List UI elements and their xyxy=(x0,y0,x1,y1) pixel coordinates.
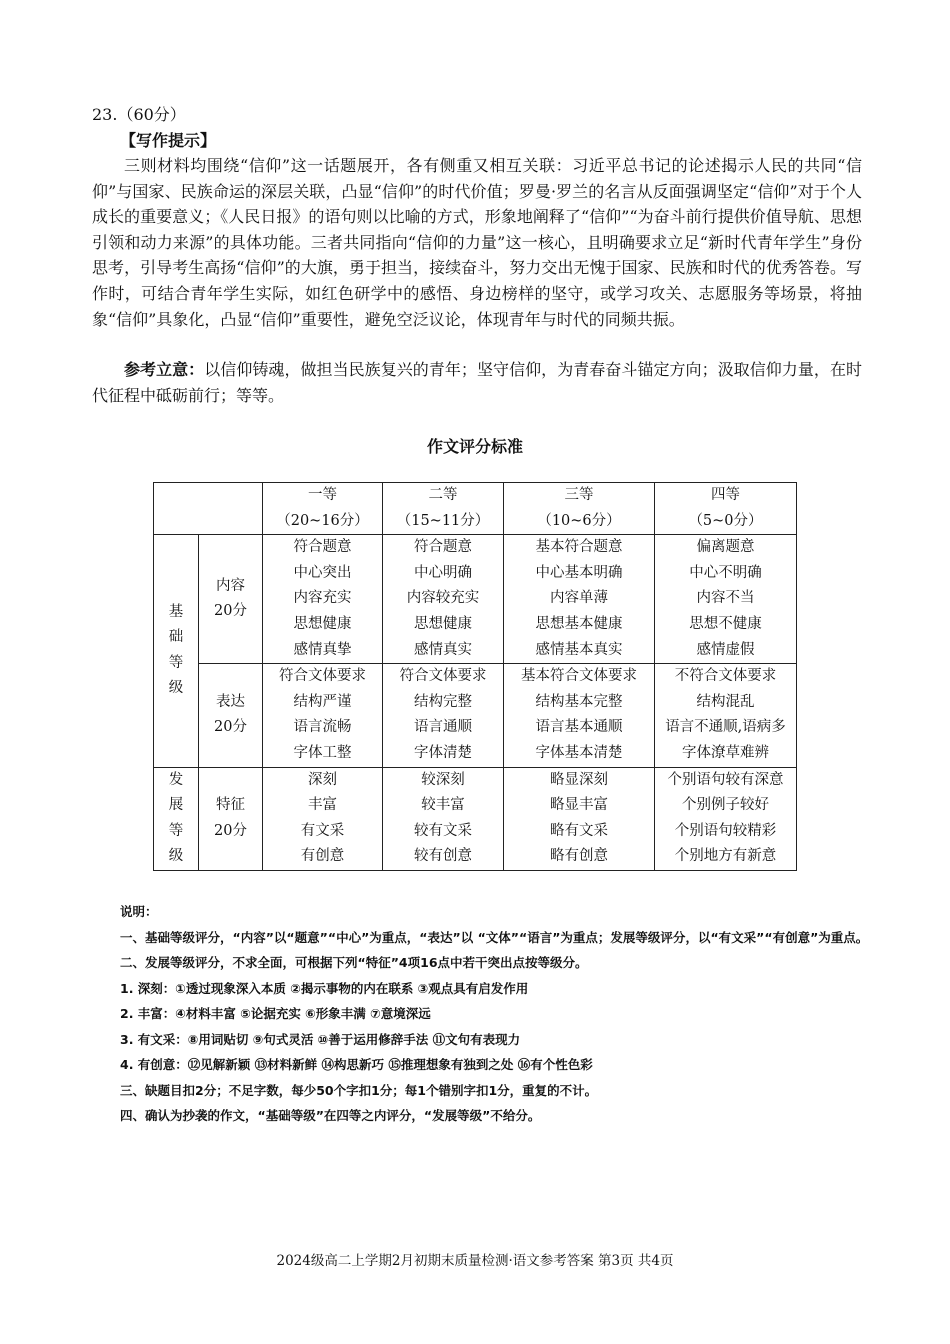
table-row xyxy=(154,664,797,767)
note-line: 四、确认为抄袭的作文，“基础等级”在四等之内评分，“发展等级”不给分。 xyxy=(120,1108,541,1123)
note-line: 二、发展等级评分，不求全面，可根据下列“特征”4项16点中若干突出点按等级分。 xyxy=(120,955,588,970)
cell-line: 个别地方有新意 xyxy=(674,848,777,865)
table-row xyxy=(154,767,797,870)
cell-line: 中心不明确 xyxy=(689,564,762,581)
criterion-label xyxy=(199,767,263,870)
cell-line: 语言不通顺,语病多 xyxy=(665,719,786,736)
cell-line: 不符合文体要求 xyxy=(674,668,777,685)
cell-line: 基本符合文体要求 xyxy=(521,668,637,685)
cell-line: 20分 xyxy=(214,822,247,839)
cell-line: 结构基本完整 xyxy=(535,693,623,710)
cell-line: 思想健康 xyxy=(414,615,472,632)
criteria-cell xyxy=(655,664,797,767)
cell-line: 一等 xyxy=(308,487,337,503)
hint-title: 【写作提示】 xyxy=(120,131,217,150)
cell-line: 20分 xyxy=(214,603,247,620)
empty-corner-cell xyxy=(154,483,263,535)
scoring-table xyxy=(153,482,797,871)
cell-line: 字体工整 xyxy=(293,744,352,761)
cell-line: 结构完整 xyxy=(414,693,472,710)
cell-line: 基 xyxy=(168,603,184,620)
cell-line: 感情基本真实 xyxy=(535,641,623,658)
cell-line: 等 xyxy=(168,822,184,839)
cell-line: 内容充实 xyxy=(293,590,352,607)
cell-line: 个别语句较精彩 xyxy=(674,822,777,839)
cell-line: 丰富 xyxy=(308,797,337,814)
cell-line: 中心突出 xyxy=(293,564,352,581)
cell-line: 思想不健康 xyxy=(689,615,762,632)
criteria-cell xyxy=(263,535,383,664)
cell-line: 语言流畅 xyxy=(293,719,352,736)
grade-header xyxy=(263,483,383,535)
cell-line: （5~0分） xyxy=(688,512,763,529)
cell-line: 思想基本健康 xyxy=(535,615,623,632)
cell-line: 符合文体要求 xyxy=(279,668,366,685)
cell-line: 略显深刻 xyxy=(550,771,608,788)
cell-line: 展 xyxy=(168,797,184,814)
cell-line: 结构严谨 xyxy=(293,693,352,710)
cell-line: 中心明确 xyxy=(414,564,472,581)
grade-header xyxy=(383,483,504,535)
cell-line: 个别语句较有深意 xyxy=(667,771,784,788)
cell-line: 较有创意 xyxy=(414,848,472,865)
criteria-cell xyxy=(504,664,655,767)
cell-line: 三等 xyxy=(564,487,594,503)
criteria-cell xyxy=(383,664,504,767)
cell-line: 符合题意 xyxy=(414,539,472,556)
header-row xyxy=(154,483,797,535)
cell-line: 发 xyxy=(168,771,184,788)
cell-line: 字体清楚 xyxy=(414,744,472,761)
cell-line: 感情真挚 xyxy=(293,641,352,658)
note-line: 1. 深刻：①透过现象深入本质 ②揭示事物的内在联系 ③观点具有启发作用 xyxy=(120,980,529,996)
cell-line: 语言通顺 xyxy=(414,719,472,736)
grade-header xyxy=(504,483,655,535)
cell-line: 感情真实 xyxy=(414,641,472,658)
reference-theme-paragraph xyxy=(92,357,862,408)
question-number: 23.（60分） xyxy=(92,105,186,124)
cell-line: 20分 xyxy=(214,719,247,736)
reference-theme-text: 以信仰铸魂，做担当民族复兴的青年；坚守信仰，为青春奋斗锚定方向；汲取信仰力量，在时代征程中砥砺前行；等等。 xyxy=(92,360,862,405)
criteria-cell xyxy=(263,664,383,767)
table-row xyxy=(154,535,797,664)
criteria-cell xyxy=(383,535,504,664)
criteria-cell xyxy=(655,535,797,664)
cell-line: 有文采 xyxy=(300,822,345,839)
criteria-cell xyxy=(504,535,655,664)
cell-line: 语言基本通顺 xyxy=(535,719,623,736)
cell-line: 二等 xyxy=(428,487,458,503)
cell-line: 符合题意 xyxy=(293,539,352,556)
cell-line: （20~16分） xyxy=(276,512,369,529)
cell-line: 特征 xyxy=(216,797,245,814)
criteria-cell xyxy=(383,767,504,870)
cell-line: 内容 xyxy=(216,577,245,594)
cell-line: 略有文采 xyxy=(550,822,608,839)
cell-line: 结构混乱 xyxy=(696,693,755,710)
cell-line: 内容不当 xyxy=(696,590,755,607)
cell-line: 级 xyxy=(168,680,184,697)
reference-theme-label: 参考立意： xyxy=(124,360,205,379)
basic-level-label xyxy=(154,535,199,767)
criteria-cell xyxy=(504,767,655,870)
cell-line: 字体潦草难辨 xyxy=(682,744,769,761)
cell-line: 中心基本明确 xyxy=(535,564,623,581)
criterion-label xyxy=(199,664,263,767)
note-line: 4. 有创意：⑫见解新颖 ⑬材料新鲜 ⑭构思新巧 ⑮推理想象有独到之处 ⑯有个性色彩 xyxy=(120,1057,593,1072)
cell-line: 深刻 xyxy=(308,771,337,788)
cell-line: 四等 xyxy=(711,487,740,503)
cell-line: 基本符合题意 xyxy=(535,539,623,556)
criteria-cell xyxy=(263,767,383,870)
page-footer: 2024级高二上学期2月初期末质量检测·语文参考答案 第3页 共4页 xyxy=(276,1253,674,1269)
cell-line: 较有文采 xyxy=(414,822,472,839)
criterion-label xyxy=(199,535,263,664)
cell-line: 级 xyxy=(168,848,184,865)
cell-line: 较深刻 xyxy=(421,771,465,788)
cell-line: （15~11分） xyxy=(396,512,490,529)
development-level-label xyxy=(154,767,199,870)
note-line: 一、基础等级评分，“内容”以“题意”“中心”为重点，“表达”以 “文体”“语言”为重点；发展等级评分，以“有文采”“有创意”为重点。 xyxy=(120,929,869,945)
note-line: 说明： xyxy=(120,904,158,919)
cell-line: 表达 xyxy=(216,693,245,710)
cell-line: 内容较充实 xyxy=(406,590,480,607)
cell-line: 略显丰富 xyxy=(550,797,608,814)
cell-line: 较丰富 xyxy=(421,797,465,814)
cell-line: 字体基本清楚 xyxy=(535,744,623,761)
table-title: 作文评分标准 xyxy=(426,437,523,456)
cell-line: 思想健康 xyxy=(293,615,352,632)
cell-line: 有创意 xyxy=(300,848,345,865)
criteria-cell xyxy=(655,767,797,870)
cell-line: 感情虚假 xyxy=(696,641,755,658)
cell-line: 略有创意 xyxy=(550,848,608,865)
cell-line: 符合文体要求 xyxy=(399,668,487,685)
note-line: 3. 有文采：⑧用词贴切 ⑨句式灵活 ⑩善于运用修辞手法 ⑪文句有表现力 xyxy=(120,1031,521,1047)
cell-line: （10~6分） xyxy=(537,512,621,529)
cell-line: 础 xyxy=(168,629,184,646)
cell-line: 偏离题意 xyxy=(696,539,755,556)
grade-header xyxy=(655,483,797,535)
note-line: 2. 丰富：④材料丰富 ⑤论据充实 ⑥形象丰满 ⑦意境深远 xyxy=(120,1006,431,1021)
cell-line: 内容单薄 xyxy=(550,590,608,607)
cell-line: 等 xyxy=(168,654,184,671)
notes-section xyxy=(100,899,870,1129)
writing-hint-paragraph: 三则材料均围绕“信仰”这一话题展开，各有侧重又相互关联：习近平总书记的论述揭示人民的共同“信仰”与国家、民族命运的深层关联，凸显“信仰”的时代价值；罗曼·罗兰的名言从反面强调坚定“信仰”对于个人成长的重要意义；《人民日报》的语句则以比喻的方式，形象地阐释了“信仰”“为奋斗前行提供价值导航、思想引领和动力来源”的具体功能。三者共同指向“信仰的力量”这一核心，且明确要求立足“新时代青年学生”身份思考，引导考生高扬“信仰”的大旗，勇于担当，接续奋斗，努力交出无愧于国家、民族和时代的优秀答卷。写作时，可结合青年学生实际，如红色研学中的感悟、身边榜样的坚守，或学习攻关、志愿服务等场景，将抽象“信仰”具象化，凸显“信仰”重要性，避免空泛议论，体现青年与时代的同频共振。 xyxy=(92,156,862,329)
note-line: 三、缺题目扣2分；不足字数，每少50个字扣1分；每1个错别字扣1分，重复的不计。 xyxy=(120,1082,598,1098)
cell-line: 个别例子较好 xyxy=(682,797,769,814)
